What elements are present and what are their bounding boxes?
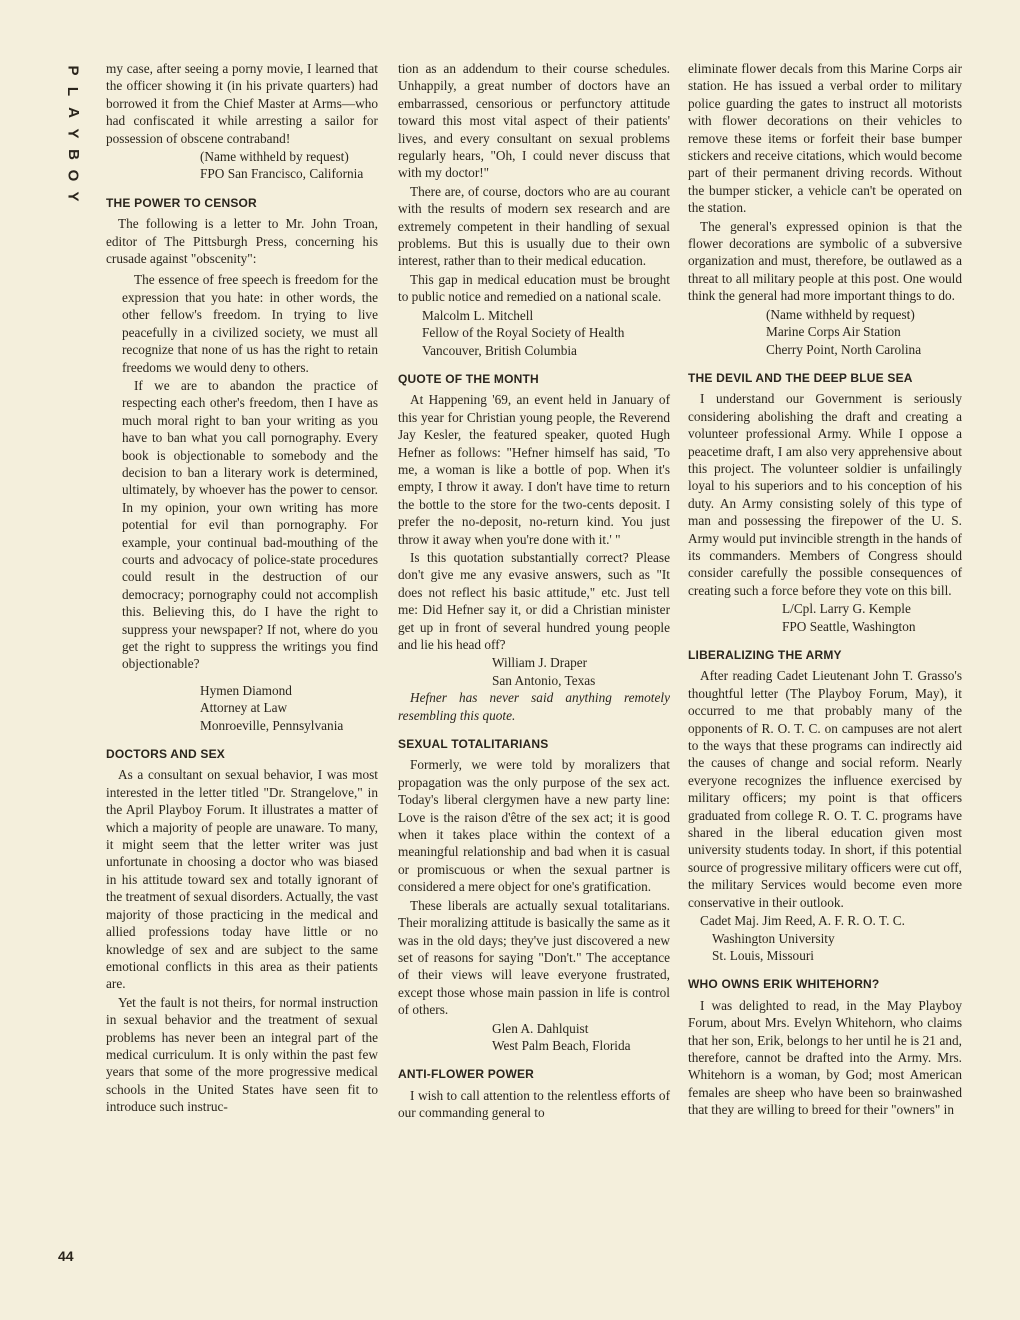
paragraph: I wish to call attention to the relentless efforts of our commanding general to bbox=[398, 1087, 670, 1121]
paragraph: I understand our Government is seriously considering abolishing the draft and creating a volunteer professional Army. While I oppose a peacetime draft, I am also very apprehensive about this project. The volunteer soldier is unfailingly loyal to his superiors and to his conception of his duty. An Army consisting solely of this type of man and possessing the firepower of the U. S. Army would put invincible strength in the hands of its commanders. Members of Congress should consider carefully the possible consequences of creating such a force before they vote on this bill. bbox=[688, 391, 962, 598]
signature: Cadet Maj. Jim Reed, A. F. R. O. T. C. bbox=[700, 913, 905, 929]
signature-location: Monroeville, Pennsylvania bbox=[200, 717, 344, 733]
page-number: 44 bbox=[58, 1248, 74, 1264]
paragraph: The general's expressed opinion is that the flower decorations are symbolic of a subversive organization and must, therefore, be outlawed as a threat to all military people at this post. One would think the general had more important things to do. bbox=[688, 218, 962, 304]
signature-title: Fellow of the Royal Society of Health bbox=[422, 325, 625, 341]
signature: Malcolm L. Mitchell bbox=[422, 307, 534, 323]
paragraph: There are, of course, doctors who are au courant with the results of modern sex research and are extremely competent in their handling of sexual problems. But this is usually due to their own interest, rather than to their medical education. bbox=[398, 183, 670, 269]
paragraph: The essence of free speech is freedom for the expression that you hate: in other words, the other fellow's freedom. In trying to live peacefully in a civilized society, we must all recognize that none of us has the right to retain freedoms we would deny to others. bbox=[122, 272, 378, 375]
masthead-letter: Y bbox=[64, 191, 82, 202]
signature-location: FPO Seattle, Washington bbox=[782, 618, 916, 634]
paragraph: Is this quotation substantially correct? Please don't give me any evasive answers, such as "It does not reflect his basic attitude," etc. Just tell me: Did Hefner say it, or did a Christian minister get up in front of several hundred young people and lie his head off? bbox=[398, 549, 670, 652]
paragraph: This gap in medical education must be brought to public notice and remedied on a national scale. bbox=[398, 271, 670, 305]
paragraph: As a consultant on sexual behavior, I was most interested in the letter titled "Dr. Strangelove," in the April Playboy Forum. It illustrates a matter of which a majority of people are unaware. To many, it might seem that the letter writer was just unfortunate in choosing a doctor who was biased in his attitude toward sex and totally ignorant of the treatment of sexual disorders. Actually, the vast majority of those practicing in the medical and allied professions today have little or no knowledge of sex and are subject to the same emotional conflicts in this area as their patients are. bbox=[106, 767, 379, 992]
masthead-letter: B bbox=[64, 149, 82, 160]
column-3 bbox=[688, 60, 962, 1120]
section-heading: SEXUAL TOTALITARIANS bbox=[398, 737, 549, 752]
section-heading: ANTI-FLOWER POWER bbox=[398, 1067, 535, 1082]
paragraph: The following is a letter to Mr. John Troan, editor of The Pittsburgh Press, concerning his crusade against "obscenity": bbox=[106, 216, 378, 267]
signature: (Name withheld by request) bbox=[200, 149, 349, 165]
column-1 bbox=[106, 60, 378, 1117]
section-heading: LIBERALIZING THE ARMY bbox=[688, 648, 842, 662]
paragraph: After reading Cadet Lieutenant John T. Grasso's thoughtful letter (The Playboy Forum, May), it occurred to me that probably many of the opponents of R. O. T. C. on campuses are not alert to the ways that these programs can indirectly aid the causes of change and social reform. Nearly everyone recognizes the influence exercised by military officers; my point is that officers graduated from college R. O. T. C. programs have shared in the liberal education given most university students today. In short, if this potential source of progressive military officers were cut off, the military Services would become even more conservative in their outlook. bbox=[688, 668, 962, 910]
signature: (Name withheld by request) bbox=[766, 306, 915, 322]
signature-location: FPO San Francisco, California bbox=[200, 166, 364, 182]
signature-location: West Palm Beach, Florida bbox=[492, 1037, 631, 1053]
signature-title: Attorney at Law bbox=[200, 700, 288, 716]
editor-reply: Hefner has never said anything remotely resembling this quote. bbox=[398, 690, 670, 723]
paragraph: Formerly, we were told by moralizers that propagation was the only purpose of the sex act. Today's liberal clergymen have a new party line: Love is the raison d'être of the sex act; it is good when it takes place within the context of a meaningful relationship and bad when it is casual or promiscuous or when the sexual partner is considered a mere object for one's gratification. bbox=[398, 757, 670, 895]
signature: Hymen Diamond bbox=[200, 682, 292, 698]
signature-title: Washington University bbox=[712, 930, 835, 946]
column-2 bbox=[398, 60, 670, 1123]
masthead-vertical bbox=[62, 60, 84, 207]
paragraph: eliminate flower decals from this Marine Corps air station. He has issued a verbal order to military police guarding the gates to instruct all motorists with flower decorations on their vehicles to remove these items or forfeit their base bumper stickers and receive citations, which would become part of their permanent driving records. Without the bumper sticker, a vehicle can't be operated on the station. bbox=[688, 61, 962, 216]
signature: Glen A. Dahlquist bbox=[492, 1020, 589, 1036]
block-quote bbox=[106, 271, 378, 672]
signature-location: Vancouver, British Columbia bbox=[422, 342, 577, 358]
paragraph: Yet the fault is not theirs, for normal instruction in sexual behavior and the treatment of sexual problems has never been an integral part of the medical curriculum. It is only within the past few years that some of the more progressive medical schools in the United States have seen fit to introduce such instruc- bbox=[106, 994, 378, 1115]
masthead-letter: O bbox=[64, 169, 82, 182]
paragraph: At Happening '69, an event held in January of this year for Christian young people, the Reverend Jay Kesler, the featured speaker, quoted Hugh Hefner as follows: "Hefner himself has said, 'To me, a woman is like a bottle of pop. When it's empty, I throw it away. I don't have time to return the bottle to the store for the two-cents deposit. I prefer the no-deposit, no-return kind. You just throw it away when you're done with it.' " bbox=[398, 392, 670, 547]
section-heading: QUOTE OF THE MONTH bbox=[398, 371, 539, 386]
signature: L/Cpl. Larry G. Kemple bbox=[782, 601, 911, 617]
masthead-letter: Y bbox=[64, 128, 82, 139]
section-heading: THE DEVIL AND THE DEEP BLUE SEA bbox=[688, 370, 913, 385]
paragraph: tion as an addendum to their course schedules. Unhappily, a great number of doctors have an embarrassed, censorious or perfunctory attitude toward this most vital aspect of their patients' lives, and every consultant on sexual problems regularly hears, "Oh, I could never discuss that with my doctor!" bbox=[398, 61, 670, 181]
masthead-letter: L bbox=[64, 86, 82, 97]
signature-location: Cherry Point, North Carolina bbox=[766, 341, 922, 357]
section-heading: THE POWER TO CENSOR bbox=[106, 195, 257, 210]
signature-location: St. Louis, Missouri bbox=[712, 947, 814, 963]
paragraph: I was delighted to read, in the May Playboy Forum, about Mrs. Evelyn Whitehorn, who claims that her son, Erik, belongs to her until he is 21 and, therefore, cannot be drafted into the Army. Mrs. Whitehorn is a woman, by God; most American females are sheep who have been so brainwashed that they are willing to breed for their "owners" in bbox=[688, 997, 962, 1118]
paragraph: my case, after seeing a porny movie, I learned that the officer showing it (in his private quarters) had borrowed it from the Chief Master at Arms—who had confiscated it while arresting a sailor for possession of obscene contraband! bbox=[106, 61, 378, 146]
signature: William J. Draper bbox=[492, 655, 588, 671]
section-heading: WHO OWNS ERIK WHITEHORN? bbox=[688, 977, 880, 992]
section-heading: DOCTORS AND SEX bbox=[106, 747, 226, 762]
masthead-letter: A bbox=[64, 107, 82, 118]
masthead-letter: P bbox=[64, 65, 82, 76]
paragraph: These liberals are actually sexual totalitarians. Their moralizing attitude is basically the same as it was in the old days; they've just discovered a new set of reasons for saying "Don't." The acceptance of their views will leave everyone frustrated, except those whose main passion in life is control of others. bbox=[398, 897, 670, 1018]
signature-location: San Antonio, Texas bbox=[492, 672, 596, 688]
paragraph: If we are to abandon the practice of respecting each other's freedom, then I have as much moral right to ban your writing as you have to ban what you call pornography. Every book is objectionable to somebody and the decision to ban a literary work is determined, ultimately, by whoever has the power to censor. In my opinion, your own writing has more potential for evil than pornography. For example, your continual bad-mouthing of the courts and advocacy of police-state procedures could result in the destruction of our democracy; pornography could not accomplish this. Believing this, do I have the right to suppress your newspaper? If not, where do you get the right to suppress the writings you find objectionable? bbox=[122, 377, 378, 672]
signature-title: Marine Corps Air Station bbox=[766, 324, 901, 340]
